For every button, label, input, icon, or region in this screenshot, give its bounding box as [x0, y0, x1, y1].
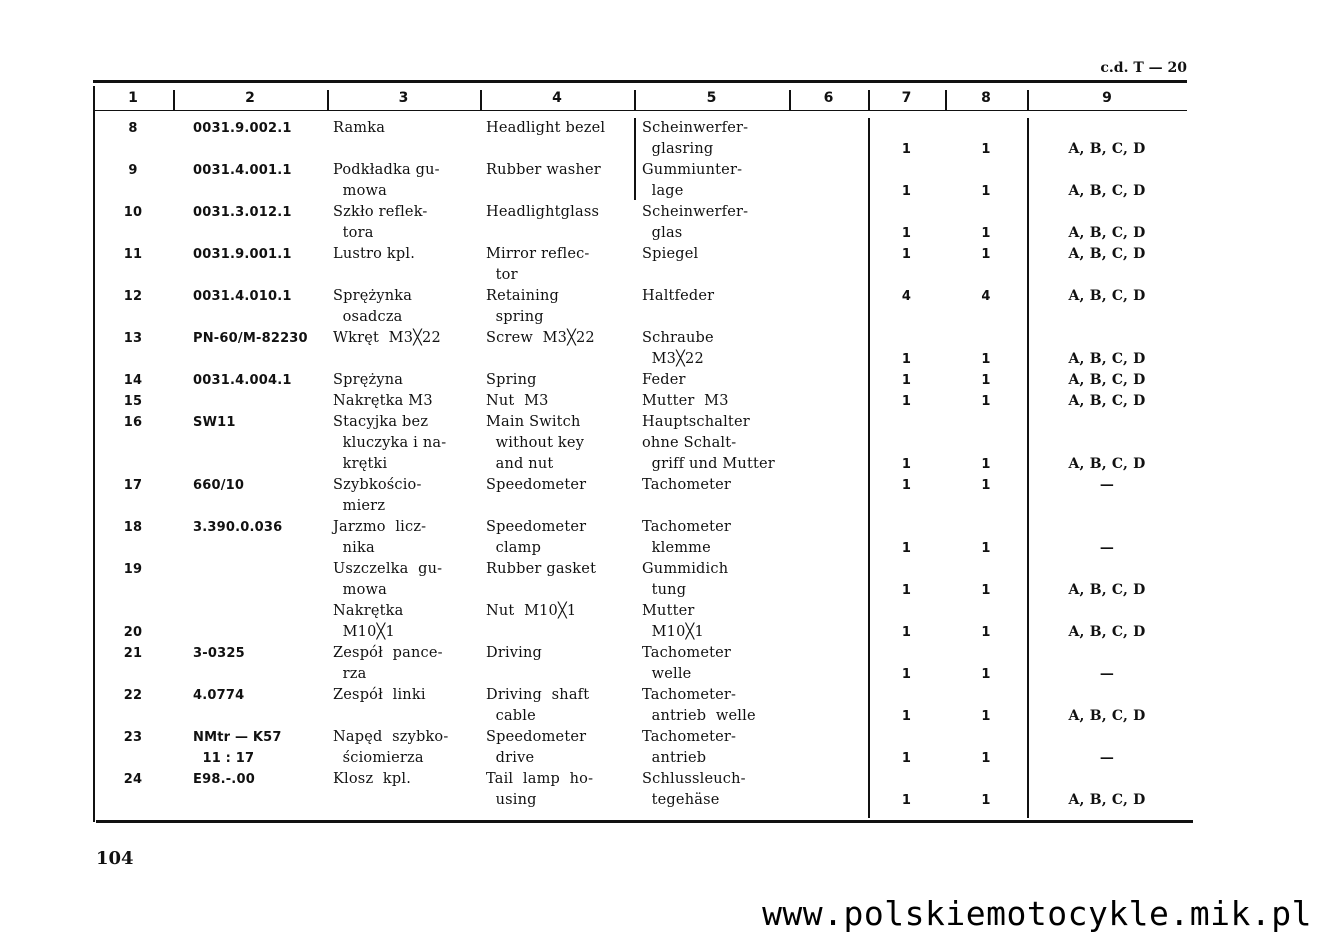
cell-q8: 1	[981, 793, 991, 808]
cell-pl: Klosz kpl.	[333, 771, 412, 787]
column-divider	[1027, 118, 1029, 818]
cell-en: Rubber gasket	[486, 561, 597, 577]
cell-app: A, B, C, D	[1068, 582, 1146, 598]
cell-q7: 1	[901, 457, 912, 472]
cell-q8: 1	[981, 709, 991, 724]
cell-num: 17	[123, 478, 143, 493]
cell-q7: 1	[901, 625, 912, 640]
cell-en: Speedometer drive	[486, 729, 587, 766]
column-divider	[945, 90, 947, 110]
column-divider	[93, 86, 95, 822]
cell-de: Scheinwerfer- glas	[642, 204, 749, 241]
cell-pl: Jarzmo licz- nika	[333, 519, 427, 556]
cell-num: 23	[123, 730, 143, 745]
cell-pl: Szkło reflek- tora	[333, 204, 428, 241]
cell-q7: 1	[901, 793, 912, 808]
column-header-6: 6	[823, 90, 834, 106]
cell-app: A, B, C, D	[1068, 351, 1146, 367]
cell-en: Nut M10╳1	[486, 603, 577, 619]
column-divider	[327, 90, 329, 110]
cell-en: Driving shaft cable	[486, 687, 590, 724]
cell-en: Nut M3	[486, 393, 549, 409]
column-header-9: 9	[1102, 90, 1112, 106]
cell-app: A, B, C, D	[1068, 393, 1146, 409]
cell-q7: 1	[901, 226, 912, 241]
column-divider	[173, 90, 175, 110]
cell-app: A, B, C, D	[1068, 708, 1146, 724]
column-divider	[480, 90, 482, 110]
table-top-rule	[93, 80, 1187, 83]
cell-num: 10	[123, 205, 143, 220]
cell-pl: Podkładka gu- mowa	[333, 162, 440, 199]
cell-num: 12	[123, 289, 143, 304]
cell-app: A, B, C, D	[1068, 372, 1146, 388]
cell-q7: 1	[901, 373, 912, 388]
cell-de: Schlussleuch- tegehäse	[642, 771, 746, 808]
cell-pl: Napęd szybko- ściomierza	[333, 729, 449, 766]
table-row	[93, 391, 1187, 412]
cell-app: —	[1099, 540, 1115, 556]
cell-q8: 1	[981, 142, 991, 157]
cell-en: Screw M3╳22	[486, 330, 595, 346]
cell-pl: Ramka	[333, 120, 386, 136]
cell-en: Speedometer clamp	[486, 519, 587, 556]
cell-q8: 1	[981, 751, 991, 766]
cell-pl: Zespół pance- rza	[333, 645, 443, 682]
cell-pl: Zespół linki	[333, 687, 426, 703]
cell-q7: 1	[901, 247, 912, 262]
cell-num: 9	[128, 163, 138, 178]
table-row	[93, 685, 1187, 727]
cell-q7: 1	[901, 142, 912, 157]
cell-q7: 1	[901, 184, 912, 199]
cell-num: 14	[123, 373, 143, 388]
cell-pl: Nakrętka M10╳1	[333, 603, 404, 640]
cell-de: Scheinwerfer- glasring	[642, 120, 749, 157]
table-row	[93, 559, 1187, 601]
cell-de: Mutter M10╳1	[642, 603, 704, 640]
cell-de: Gummidich tung	[642, 561, 729, 598]
cell-app: A, B, C, D	[1068, 246, 1146, 262]
cell-code: 3.390.0.036	[193, 520, 283, 535]
cell-q7: 1	[901, 352, 912, 367]
table-row	[93, 412, 1187, 475]
cell-q7: 4	[901, 289, 912, 304]
cell-app: A, B, C, D	[1068, 624, 1146, 640]
cell-num: 16	[123, 415, 143, 430]
column-header-7: 7	[901, 90, 912, 106]
cell-en: Speedometer	[486, 477, 587, 493]
column-header-3: 3	[398, 90, 409, 106]
cell-code: 4.0774	[193, 688, 245, 703]
column-header-8: 8	[981, 90, 991, 106]
cell-q7: 1	[901, 541, 912, 556]
column-header-5: 5	[706, 90, 717, 106]
cell-de: Mutter M3	[642, 393, 729, 409]
cell-code: PN-60/M-82230	[193, 331, 308, 346]
column-divider	[1027, 90, 1029, 110]
cell-en: Headlightglass	[486, 204, 600, 220]
cell-q8: 1	[981, 373, 991, 388]
column-header-1: 1	[128, 90, 138, 106]
cell-num: 20	[123, 625, 143, 640]
cell-q8: 1	[981, 541, 991, 556]
column-divider	[634, 118, 636, 200]
cell-num: 15	[123, 394, 143, 409]
table-header-row	[93, 86, 1187, 110]
cell-num: 19	[123, 562, 143, 577]
cell-num: 22	[123, 688, 143, 703]
cell-pl: Sprężyna	[333, 372, 404, 388]
cell-q8: 1	[981, 457, 991, 472]
cell-de: Tachometer- antrieb	[642, 729, 737, 766]
column-divider	[789, 90, 791, 110]
table-row	[93, 370, 1187, 391]
table-body	[93, 118, 1187, 818]
cell-code: 0031.3.012.1	[193, 205, 292, 220]
cell-code: 0031.4.004.1	[193, 373, 292, 388]
cell-code: 660/10	[193, 478, 245, 493]
column-header-2: 2	[245, 90, 255, 106]
cell-en: Spring	[486, 372, 537, 388]
table-row	[93, 517, 1187, 559]
cell-en: Driving	[486, 645, 543, 661]
cell-pl: Sprężynka osadcza	[333, 288, 413, 325]
table-row	[93, 160, 1187, 202]
cell-q8: 1	[981, 247, 991, 262]
cell-app: —	[1099, 750, 1115, 766]
cell-pl: Nakrętka M3	[333, 393, 433, 409]
cell-num: 21	[123, 646, 143, 661]
cell-app: A, B, C, D	[1068, 792, 1146, 808]
cell-code: NMtr — K57 11 : 17	[193, 730, 282, 766]
cell-q8: 4	[981, 289, 991, 304]
cell-en: Main Switch without key and nut	[486, 414, 585, 472]
cell-q8: 1	[981, 226, 991, 241]
cell-num: 13	[123, 331, 143, 346]
cell-q7: 1	[901, 667, 912, 682]
cell-en: Tail lamp ho- using	[486, 771, 594, 808]
cell-app: A, B, C, D	[1068, 456, 1146, 472]
table-row	[93, 118, 1187, 160]
cell-pl: Szybkościo- mierz	[333, 477, 422, 514]
cell-app: A, B, C, D	[1068, 288, 1146, 304]
page-number: 104	[96, 848, 134, 869]
cell-en: Rubber washer	[486, 162, 601, 178]
cell-num: 24	[123, 772, 143, 787]
cell-de: Schraube M3╳22	[642, 330, 714, 367]
cell-en: Retaining spring	[486, 288, 560, 325]
table-row	[93, 727, 1187, 769]
cell-q7: 1	[901, 478, 912, 493]
cell-num: 11	[123, 247, 143, 262]
cell-de: Gummiunter- lage	[642, 162, 743, 199]
cell-de: Tachometer- antrieb welle	[642, 687, 756, 724]
table-row	[93, 769, 1187, 811]
table-row	[93, 328, 1187, 370]
cell-en: Mirror reflec- tor	[486, 246, 590, 283]
column-header-4: 4	[552, 90, 562, 106]
cell-q8: 1	[981, 352, 991, 367]
website-watermark: www.polskiemotocykle.mik.pl	[762, 894, 1312, 933]
cell-code: 3-0325	[193, 646, 245, 661]
cell-app: —	[1099, 477, 1115, 493]
cell-de: Tachometer klemme	[642, 519, 732, 556]
table-row	[93, 244, 1187, 286]
cell-de: Tachometer	[642, 477, 732, 493]
cell-code: 0031.9.002.1	[193, 121, 292, 136]
cell-num: 8	[128, 121, 138, 136]
cell-app: A, B, C, D	[1068, 225, 1146, 241]
header-rule	[93, 110, 1187, 111]
cell-q7: 1	[901, 751, 912, 766]
cell-app: A, B, C, D	[1068, 141, 1146, 157]
cell-q8: 1	[981, 667, 991, 682]
cell-de: Haltfeder	[642, 288, 715, 304]
cell-code: 0031.9.001.1	[193, 247, 292, 262]
cell-de: Hauptschalter ohne Schalt- griff und Mutter	[642, 414, 775, 472]
cell-de: Feder	[642, 372, 686, 388]
cell-q8: 1	[981, 625, 991, 640]
cell-de: Spiegel	[642, 246, 699, 262]
cell-app: —	[1099, 666, 1115, 682]
continuation-label: c.d. T — 20	[1100, 60, 1187, 76]
column-divider	[868, 90, 870, 110]
cell-code: 0031.4.010.1	[193, 289, 292, 304]
cell-q8: 1	[981, 583, 991, 598]
cell-pl: Uszczelka gu- mowa	[333, 561, 443, 598]
cell-de: Tachometer welle	[642, 645, 732, 682]
cell-q8: 1	[981, 394, 991, 409]
column-divider	[868, 118, 870, 818]
cell-en: Headlight bezel	[486, 120, 606, 136]
table-row	[93, 286, 1187, 328]
cell-code: 0031.4.001.1	[193, 163, 292, 178]
cell-app: A, B, C, D	[1068, 183, 1146, 199]
cell-code: SW11	[193, 415, 236, 430]
cell-pl: Stacyjka bez kluczyka i na- krętki	[333, 414, 447, 472]
cell-q7: 1	[901, 583, 912, 598]
table-row	[93, 643, 1187, 685]
cell-pl: Wkręt M3╳22	[333, 330, 441, 346]
table-row	[93, 475, 1187, 517]
cell-code: E98.-.00	[193, 772, 255, 787]
cell-pl: Lustro kpl.	[333, 246, 416, 262]
cell-q8: 1	[981, 478, 991, 493]
table-bottom-rule	[96, 820, 1193, 823]
column-divider	[634, 90, 636, 110]
cell-q7: 1	[901, 394, 912, 409]
table-row	[93, 202, 1187, 244]
cell-q8: 1	[981, 184, 991, 199]
cell-num: 18	[123, 520, 143, 535]
table-row	[93, 601, 1187, 643]
cell-q7: 1	[901, 709, 912, 724]
